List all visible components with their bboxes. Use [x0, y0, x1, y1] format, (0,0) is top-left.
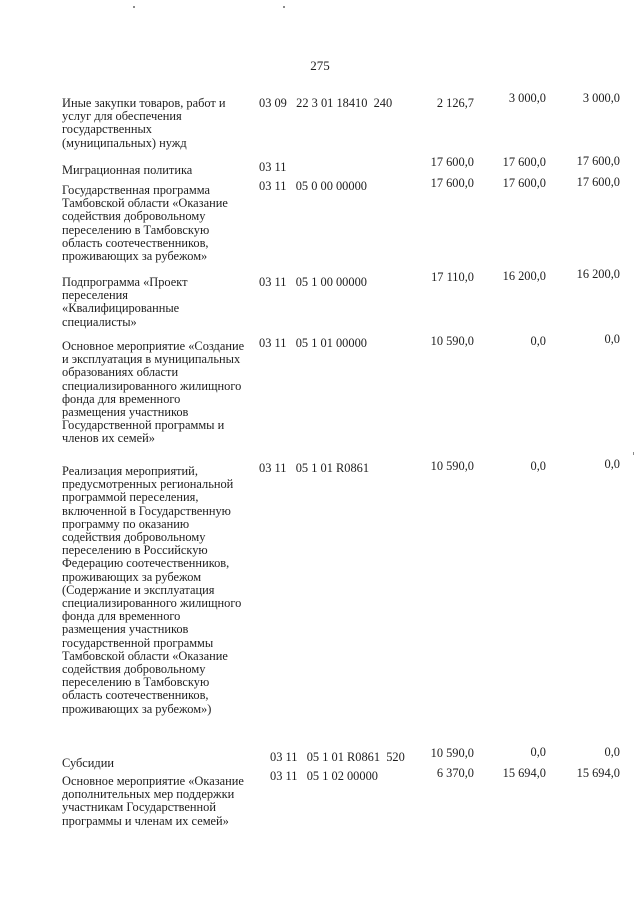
- row-value-year1: 10 590,0: [430, 459, 474, 473]
- row-code: 03 11 05 1 02 00000: [270, 769, 378, 783]
- row-name: Субсидии: [62, 756, 114, 770]
- row-value-year3: 0,0: [604, 332, 620, 346]
- row-value-year1: 17 600,0: [430, 155, 474, 169]
- row-value-year1: 17 110,0: [431, 270, 474, 284]
- scan-speck: [133, 6, 135, 8]
- row-name: Основное мероприятие «Оказание дополнительных мер поддержки участникам Государственной программы и членам их семей»: [62, 774, 244, 828]
- row-value-year1: 10 590,0: [430, 746, 474, 760]
- row-value-year2: 0,0: [530, 459, 546, 473]
- row-value-year2: 15 694,0: [502, 766, 546, 780]
- row-value-year1: 10 590,0: [430, 334, 474, 348]
- row-value-year3: 16 200,0: [576, 267, 620, 281]
- row-value-year2: 17 600,0: [502, 176, 546, 190]
- page-number: 275: [310, 58, 330, 73]
- row-code: 03 11 05 1 01 R0861: [259, 461, 370, 475]
- row-code: 03 11: [259, 160, 287, 174]
- row-value-year2: 16 200,0: [502, 269, 546, 283]
- row-value-year2: 17 600,0: [502, 155, 546, 169]
- row-code: 03 11 05 1 01 00000: [259, 336, 367, 350]
- row-value-year1: 6 370,0: [436, 766, 474, 780]
- row-value-year1: 2 126,7: [436, 96, 474, 110]
- row-name: Миграционная политика: [62, 163, 193, 177]
- row-name: Реализация мероприятий, предусмотренных региональной программой переселения, включенной в Государственную программу по оказанию содействия добровольному переселению в Российскую Федерацию соотечественников, проживающих за рубежом (Содержание и эксплуатация специализированного жилищного фонда для временного размещения участников государственной программы Тамбовской области «Оказание содействия добровольному переселению в Тамбовскую область соотечественников, проживающих за рубежом»): [62, 464, 242, 716]
- row-value-year3: 17 600,0: [576, 154, 620, 168]
- row-value-year2: 0,0: [530, 745, 546, 759]
- row-value-year3: 15 694,0: [576, 766, 620, 780]
- row-code: 03 11 05 0 00 00000: [259, 179, 367, 193]
- row-value-year3: 0,0: [604, 457, 620, 471]
- row-name: Иные закупки товаров, работ и услуг для обеспечения государственных (муниципальных) нужд: [62, 96, 226, 150]
- row-value-year2: 3 000,0: [508, 91, 546, 105]
- row-code: 03 11 05 1 01 R0861 520: [270, 750, 405, 764]
- row-name: Государственная программа Тамбовской области «Оказание содействия добровольному переселению в Тамбовскую область соотечественников, проживающих за рубежом»: [62, 183, 228, 264]
- row-code: 03 11 05 1 00 00000: [259, 275, 367, 289]
- row-value-year3: 3 000,0: [582, 91, 620, 105]
- row-code: 03 09 22 3 01 18410 240: [259, 96, 393, 110]
- row-value-year3: 0,0: [604, 745, 620, 759]
- scan-speck: [633, 452, 634, 455]
- row-value-year1: 17 600,0: [430, 176, 474, 190]
- row-name: Подпрограмма «Проект переселения «Квалифицированные специалисты»: [62, 275, 188, 329]
- row-value-year3: 17 600,0: [576, 175, 620, 189]
- row-value-year2: 0,0: [530, 334, 546, 348]
- scan-speck: [283, 6, 285, 8]
- row-name: Основное мероприятие «Создание и эксплуатация в муниципальных образованиях области специализированного жилищного фонда для временного размещения участников Государственной программы и членов их семей»: [62, 339, 245, 446]
